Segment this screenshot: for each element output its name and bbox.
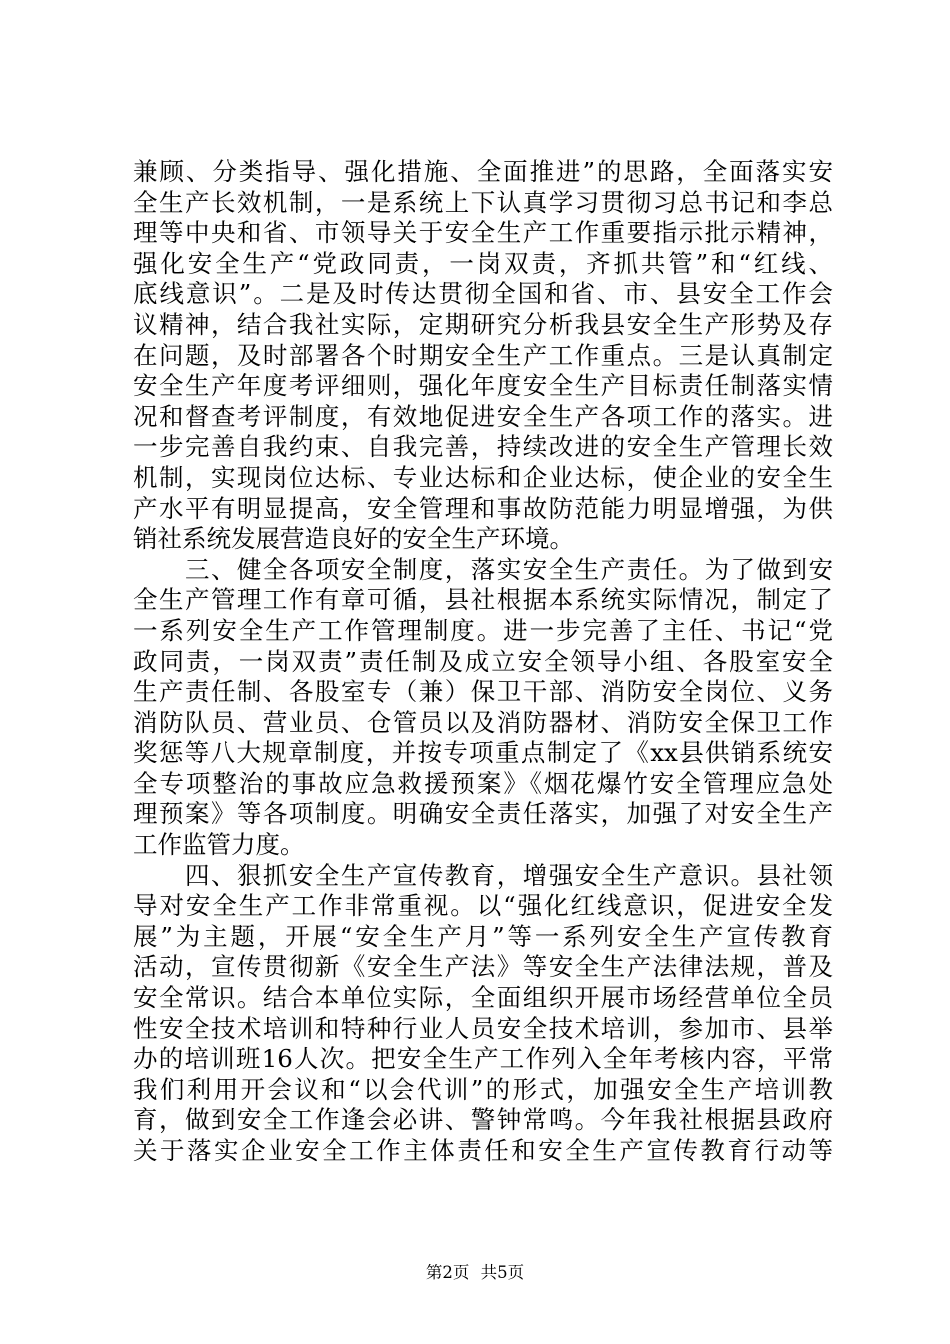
- text-line: 办的培训班16人次。把安全生产工作列入全年考核内容，平常: [133, 1044, 833, 1074]
- text-line: 在问题，及时部署各个时期安全生产工作重点。三是认真制定: [133, 340, 833, 370]
- text-line: 育，做到安全工作逢会必讲、警钟常鸣。今年我社根据县政府: [133, 1105, 833, 1135]
- text-line: 理等中央和省、市领导关于安全生产工作重要指示批示精神，: [133, 218, 833, 248]
- text-line: 况和督查考评制度，有效地促进安全生产各项工作的落实。进: [133, 401, 833, 431]
- text-line: 全专项整治的事故应急救援预案》《烟花爆竹安全管理应急处: [133, 768, 833, 798]
- text-line: 关于落实企业安全工作主体责任和安全生产宣传教育行动等: [133, 1136, 833, 1165]
- text-line: 生产责任制、各股室专（兼）保卫干部、消防安全岗位、义务: [133, 677, 833, 707]
- text-line: 一步完善自我约束、自我完善，持续改进的安全生产管理长效: [133, 432, 833, 462]
- text-line: 导对安全生产工作非常重视。以“强化红线意识，促进安全发: [133, 891, 833, 921]
- text-line: 奖惩等八大规章制度，并按专项重点制定了《xx县供销系统安: [133, 738, 833, 768]
- text-line: 安全生产年度考评细则，强化年度安全生产目标责任制落实情: [133, 371, 833, 401]
- document-body: [133, 157, 833, 1167]
- text-line: 消防队员、营业员、仓管员以及消防器材、消防安全保卫工作: [133, 707, 833, 737]
- text-line: 强化安全生产“党政同责，一岗双责，齐抓共管”和“红线、: [133, 248, 833, 278]
- text-line: 销社系统发展营造良好的安全生产环境。: [133, 524, 574, 554]
- text-line: 理预案》等各项制度。明确安全责任落实，加强了对安全生产: [133, 799, 833, 829]
- page-footer: [0, 1263, 950, 1283]
- page-number-current: 第2页: [425, 1263, 470, 1282]
- text-line: 四、狠抓安全生产宣传教育，增强安全生产意识。县社领: [133, 860, 833, 890]
- text-line: 政同责，一岗双责”责任制及成立安全领导小组、各股室安全: [133, 646, 833, 676]
- text-line: 三、健全各项安全制度，落实安全生产责任。为了做到安: [133, 554, 833, 584]
- text-line: 底线意识”。二是及时传达贯彻全国和省、市、县安全工作会: [133, 279, 833, 309]
- text-line: 产水平有明显提高，安全管理和事故防范能力明显增强，为供: [133, 493, 833, 523]
- text-line: 议精神，结合我社实际，定期研究分析我县安全生产形势及存: [133, 309, 833, 339]
- text-line: 兼顾、分类指导、强化措施、全面推进”的思路，全面落实安: [133, 157, 833, 186]
- text-line: 一系列安全生产工作管理制度。进一步完善了主任、书记“党: [133, 615, 833, 645]
- text-line: 工作监管力度。: [133, 830, 305, 860]
- text-line: 活动，宣传贯彻新《安全生产法》等安全生产法律法规，普及: [133, 952, 833, 982]
- text-line: 展”为主题，开展“安全生产月”等一系列安全生产宣传教育: [133, 921, 833, 951]
- text-line: 安全常识。结合本单位实际，全面组织开展市场经营单位全员: [133, 983, 833, 1013]
- text-line: 我们利用开会议和“以会代训”的形式，加强安全生产培训教: [133, 1074, 833, 1104]
- text-line: 机制，实现岗位达标、专业达标和企业达标，使企业的安全生: [133, 462, 833, 492]
- page-number-total: 共5页: [480, 1263, 525, 1282]
- text-line: 全生产长效机制，一是系统上下认真学习贯彻习总书记和李总: [133, 187, 833, 217]
- text-line: 性安全技术培训和特种行业人员安全技术培训，参加市、县举: [133, 1013, 833, 1043]
- text-line: 全生产管理工作有章可循，县社根据本系统实际情况，制定了: [133, 585, 833, 615]
